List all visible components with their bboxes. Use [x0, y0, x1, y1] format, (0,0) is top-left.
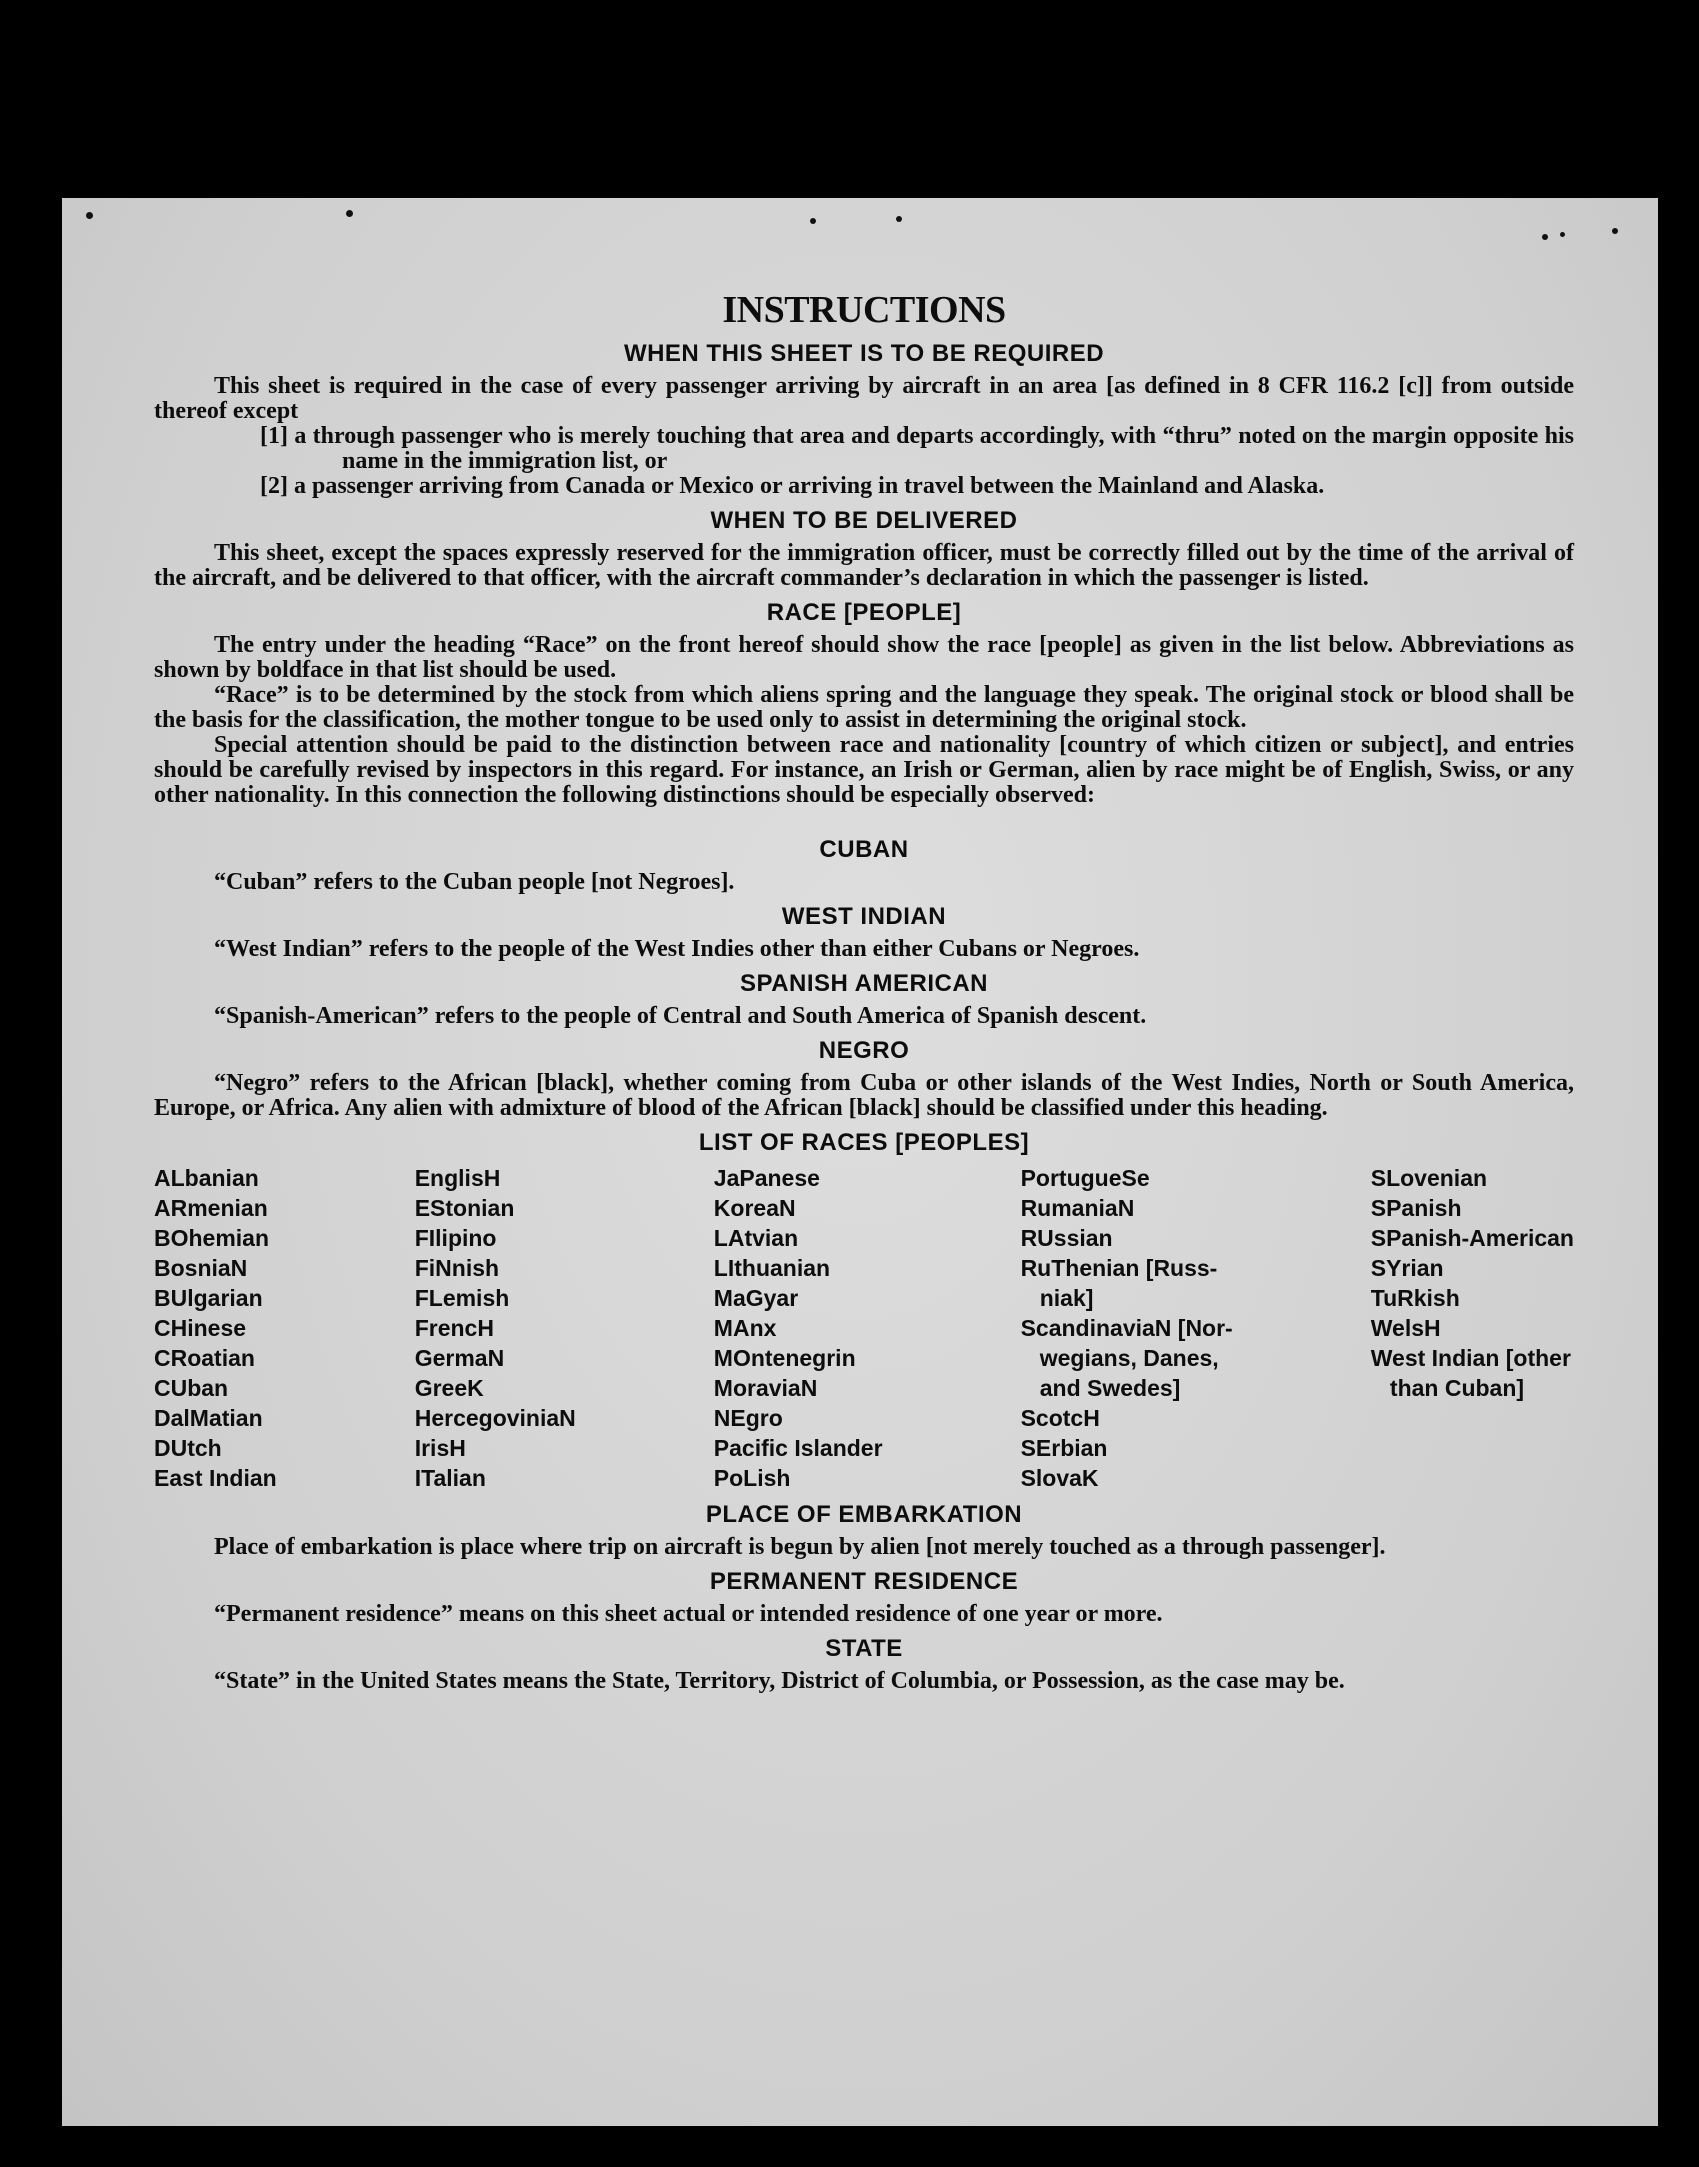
race-item: DalMatian: [154, 1405, 263, 1431]
document-page: [62, 198, 1658, 2126]
race-item: CUban: [154, 1375, 229, 1401]
cuban-text: “Cuban” refers to the Cuban people [not Negroes].: [214, 869, 735, 895]
heading-permanent-residence: PERMANENT RESIDENCE: [709, 1568, 1019, 1595]
state-text: “State” in the United States means the State, Territory, District of Columbia, or Possession, as the case may be.: [214, 1668, 1345, 1694]
races-column-1: [154, 1163, 277, 1493]
page-title: INSTRUCTIONS: [722, 289, 1006, 331]
race-item: RUssian: [1020, 1225, 1113, 1251]
race-item: ScandinaviaN [Nor-: [1020, 1315, 1233, 1341]
west-indian-text: “West Indian” refers to the people of the West Indies other than either Cubans or Negroes.: [214, 936, 1140, 962]
heading-negro: NEGRO: [818, 1037, 910, 1064]
races-column-2: [415, 1163, 576, 1493]
race-paragraph-1: The entry under the heading “Race” on the front hereof should show the race [people] as given in the list below. Abbreviations as shown by boldface in that list should be used.: [154, 632, 1574, 683]
instructions-content: [154, 288, 1574, 1694]
race-item: SPanish-American: [1370, 1225, 1574, 1251]
race-item: RuThenian [Russ-: [1020, 1255, 1218, 1281]
heading-west-indian: WEST INDIAN: [781, 903, 947, 930]
race-item: Pacific Islander: [713, 1435, 883, 1461]
race-item: West Indian [other: [1370, 1345, 1571, 1371]
race-paragraph-2: “Race” is to be determined by the stock from which aliens spring and the language they speak. The original stock or blood shall be the basis for the classification, the mother tongue to be used only to assist in determining the original stock.: [154, 682, 1574, 733]
race-item: SYrian: [1370, 1255, 1444, 1281]
race-item: LIthuanian: [713, 1255, 831, 1281]
race-item: FIlipino: [414, 1225, 497, 1251]
race-item: SlovaK: [1020, 1465, 1099, 1491]
race-item: EStonian: [414, 1195, 515, 1221]
race-item: GreeK: [414, 1375, 484, 1401]
race-item: SErbian: [1020, 1435, 1108, 1461]
race-item: FiNnish: [414, 1255, 500, 1281]
race-paragraph-3: Special attention should be paid to the distinction between race and nationality [country of which citizen or subject], and entries should be carefully revised by inspectors in this regard. For instance, an Irish or German, alien by race might be of English, Swiss, or any other nationality. In this connection the following distinctions should be especially observed:: [154, 732, 1574, 808]
race-item: ScotcH: [1020, 1405, 1100, 1431]
race-item: MaGyar: [713, 1285, 799, 1311]
race-item: ARmenian: [154, 1195, 268, 1221]
race-item: KoreaN: [713, 1195, 796, 1221]
required-intro: This sheet is required in the case of every passenger arriving by aircraft in an area [as defined in 8 CFR 116.2 [c]] from outside thereof except: [154, 373, 1574, 424]
race-item: CHinese: [154, 1315, 247, 1341]
speck: [86, 212, 93, 219]
race-item: wegians, Danes,: [1020, 1345, 1219, 1371]
heading-race: RACE [PEOPLE]: [766, 599, 962, 626]
speck: [810, 218, 816, 224]
races-column-4: [1021, 1163, 1233, 1493]
speck: [1542, 234, 1548, 240]
races-list: [154, 1163, 1574, 1493]
race-item: FLemish: [414, 1285, 510, 1311]
race-item: GermaN: [414, 1345, 505, 1371]
race-item: NEgro: [713, 1405, 783, 1431]
heading-state: STATE: [825, 1635, 903, 1662]
race-item: RumaniaN: [1020, 1195, 1135, 1221]
race-item: East Indian: [154, 1465, 277, 1491]
heading-place-of-embarkation: PLACE OF EMBARKATION: [705, 1501, 1023, 1528]
races-column-5: [1371, 1163, 1574, 1493]
race-item: MOntenegrin: [713, 1345, 856, 1371]
heading-when-delivered: WHEN TO BE DELIVERED: [710, 507, 1018, 534]
race-item: SLovenian: [1370, 1165, 1488, 1191]
race-item: DUtch: [154, 1435, 222, 1461]
delivered-text: This sheet, except the spaces expressly reserved for the immigration officer, must be correctly filled out by the time of the arrival of the aircraft, and be delivered to that officer, with the aircraft commander’s declaration in which the passenger is listed.: [154, 540, 1574, 591]
race-item: BOhemian: [154, 1225, 270, 1251]
race-item: WelsH: [1370, 1315, 1441, 1341]
heading-cuban: CUBAN: [819, 836, 909, 863]
race-item: TuRkish: [1370, 1285, 1460, 1311]
races-column-3: [714, 1163, 883, 1493]
race-item: CRoatian: [154, 1345, 255, 1371]
race-item: BUlgarian: [154, 1285, 263, 1311]
race-item: and Swedes]: [1020, 1375, 1181, 1401]
speck: [1560, 232, 1565, 237]
race-item: ALbanian: [154, 1165, 259, 1191]
race-item: MoraviaN: [713, 1375, 818, 1401]
race-item: than Cuban]: [1370, 1375, 1525, 1401]
race-item: BosniaN: [154, 1255, 248, 1281]
race-item: HercegoviniaN: [414, 1405, 576, 1431]
residence-text: “Permanent residence” means on this sheet actual or intended residence of one year or more.: [214, 1601, 1163, 1627]
race-item: PoLish: [713, 1465, 791, 1491]
race-item: ITalian: [414, 1465, 486, 1491]
required-exception-2: [2] a passenger arriving from Canada or Mexico or arriving in travel between the Mainland and Alaska.: [260, 473, 1325, 499]
race-item: PortugueSe: [1020, 1165, 1150, 1191]
race-item: FrencH: [414, 1315, 494, 1341]
required-exception-1: [1] a through passenger who is merely touching that area and departs accordingly, with “thru” noted on the margin opposite his name in the immigration list, or: [260, 423, 1574, 474]
race-item: MAnx: [713, 1315, 777, 1341]
heading-list-of-races: LIST OF RACES [PEOPLES]: [698, 1129, 1030, 1156]
spanish-american-text: “Spanish-American” refers to the people of Central and South America of Spanish descent.: [214, 1003, 1147, 1029]
embarkation-text: Place of embarkation is place where trip on aircraft is begun by alien [not merely touched as a through passenger].: [214, 1534, 1386, 1560]
race-item: JaPanese: [713, 1165, 820, 1191]
speck: [896, 216, 902, 222]
heading-spanish-american: SPANISH AMERICAN: [739, 970, 988, 997]
heading-when-required: WHEN THIS SHEET IS TO BE REQUIRED: [623, 340, 1105, 367]
race-item: EnglisH: [414, 1165, 501, 1191]
speck: [346, 210, 353, 217]
speck: [1612, 228, 1618, 234]
race-item: LAtvian: [713, 1225, 799, 1251]
race-item: IrisH: [414, 1435, 466, 1461]
race-item: SPanish: [1370, 1195, 1462, 1221]
race-item: niak]: [1020, 1285, 1094, 1311]
negro-text: “Negro” refers to the African [black], whether coming from Cuba or other islands of the West Indies, North or South America, Europe, or Africa. Any alien with admixture of blood of the African [black] should be classified under this heading.: [154, 1070, 1574, 1121]
